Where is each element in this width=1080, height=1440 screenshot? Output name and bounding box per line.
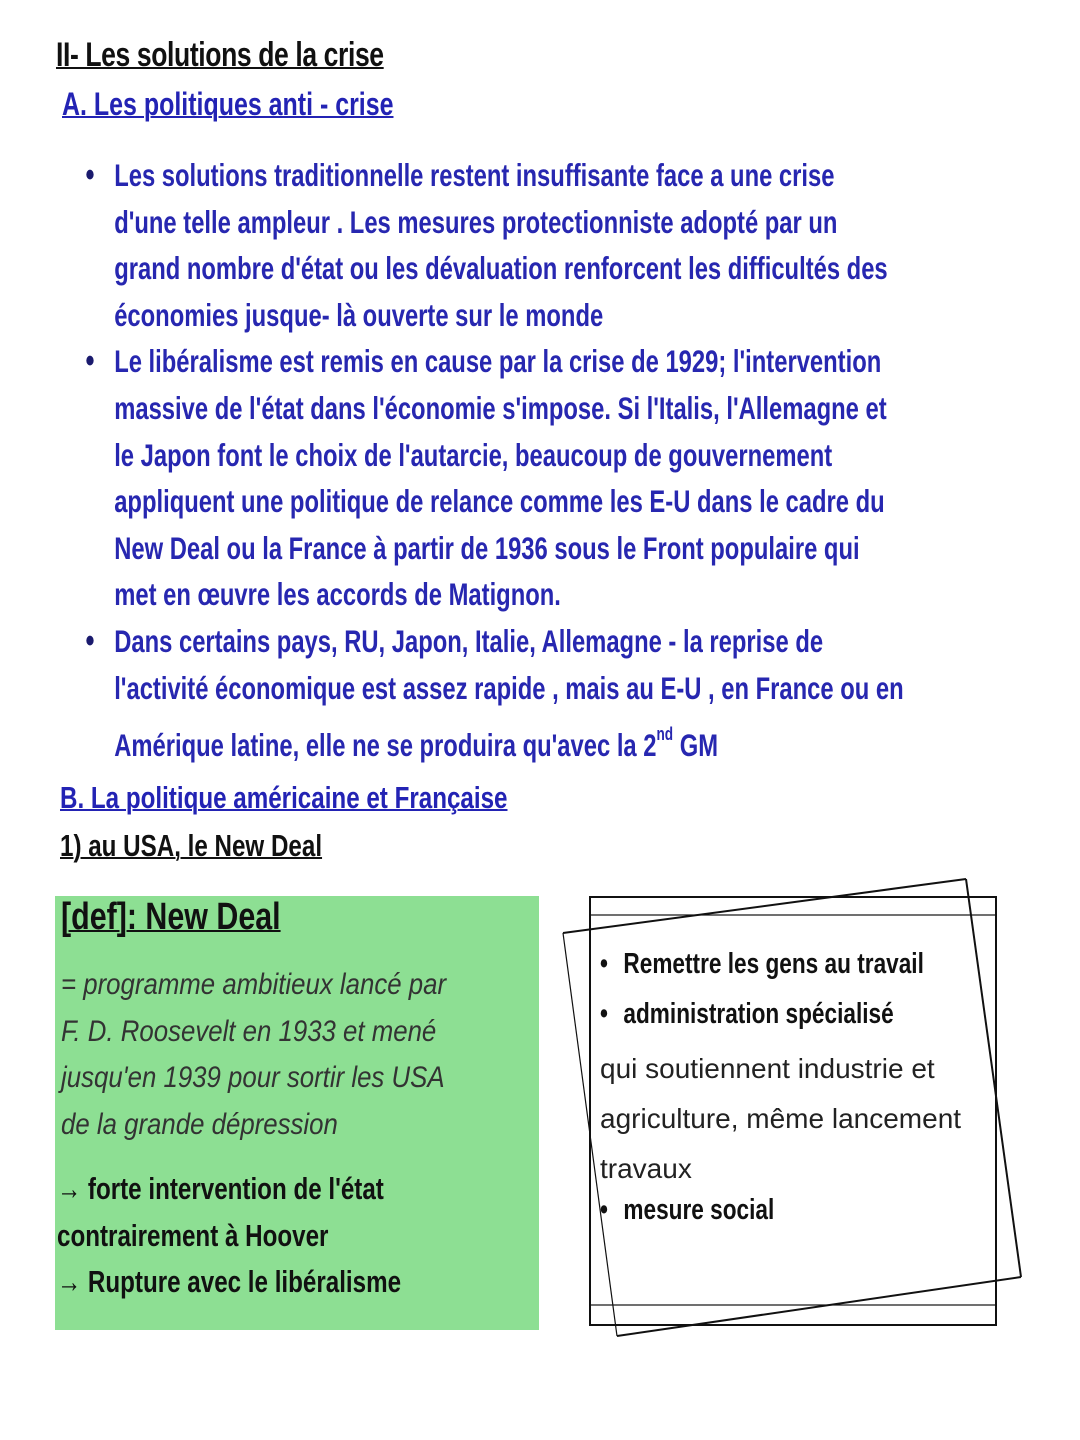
measure-bullet-1: • Remettre les gens au travail [600, 948, 924, 980]
definition-title: [def]: New Deal [61, 896, 281, 938]
measure-text: qui soutiennent industrie et agriculture, même lancement travaux [600, 1053, 962, 1184]
frame-line-top [563, 879, 966, 933]
definition-box [55, 896, 539, 1330]
measure-bullet-2: • administration spécialisé [600, 998, 894, 1030]
bullet-item: • Le libéralisme est remis en cause par la crise de 1929; l'intervention massive de l'état dans l'économie s'impose. Si l'Italis, l'Allemagne et le Japon font le choix de l'autarcie, beaucoup de gouvernement appliquent une politique de relance comme les E-U dans le cadre du New Deal ou la France à partir de 1936 sous le Front populaire qui met en œuvre les accords de Matignon. [84, 338, 990, 618]
bullet-list [84, 152, 990, 769]
subsection-b-title: B. La politique américaine et Française [60, 780, 508, 815]
subsection-a-title: A. Les politiques anti - crise [62, 86, 394, 122]
definition-text: = programme ambitieux lancé par F. D. Roosevelt en 1933 et mené jusqu'en 1939 pour sortir les USA de la grande dépression [61, 968, 447, 1141]
bullet-item: • Dans certains pays, RU, Japon, Italie, Allemagne - la reprise de l'activité économique est assez rapide , mais au E-U , en France ou en Amérique latine, elle ne se produira qu'avec la 2nd GM [84, 618, 990, 769]
measure-bullet-3: • mesure social [600, 1194, 775, 1226]
frame-line-bottom [617, 1277, 1021, 1336]
definition-consequences: → forte intervention de l'état contrairement à Hoover → Rupture avec le libéralisme [57, 1171, 402, 1299]
subsection-b1-title: 1) au USA, le New Deal [60, 828, 323, 863]
section-title: II- Les solutions de la crise [56, 36, 384, 74]
bullet-item: • Les solutions traditionnelle restent insuffisante face a une crise d'une telle ampleur . Les mesures protectionniste adopté par un grand nombre d'état ou les dévaluation renforcent les difficultés des économies jusque- là ouverte sur le monde [84, 152, 990, 338]
